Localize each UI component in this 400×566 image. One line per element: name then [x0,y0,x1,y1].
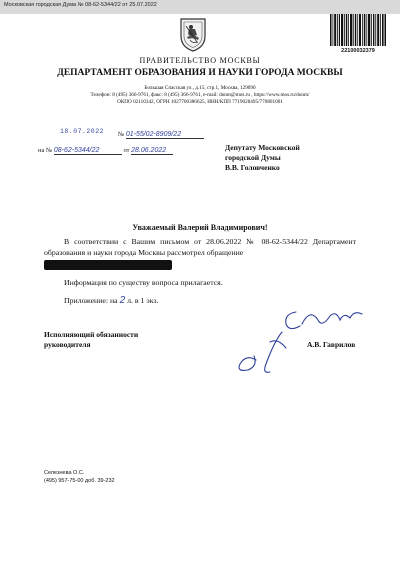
registration-stamp-date: 18.07.2022 [60,128,105,135]
executor-block [44,470,115,485]
outgoing-number-row [118,131,204,139]
greeting: Уважаемый Валерий Владимирович! [132,223,268,232]
redaction-bar [44,260,172,270]
registry-codes-line: ОКПО 02110342, ОГРН 1027700386625, ИНН/КПП 7719028495/770801001 [117,99,283,105]
government-name: ПРАВИТЕЛЬСТВО МОСКВЫ [139,56,261,65]
incoming-reference-date: 28.06.2022 [131,147,173,155]
address-line: Большая Спасская ул., д.15, стр.1, Москва, 129090 [144,85,256,91]
signatory-title-line: Исполняющий обязанности [44,330,139,339]
moscow-coat-of-arms-icon [178,16,208,52]
registry-header-bar [0,0,400,14]
department-name: ДЕПАРТАМЕНТ ОБРАЗОВАНИЯ И НАУКИ ГОРОДА МОСКВЫ [57,68,343,78]
signatory-title [44,330,138,350]
executor-name: Селезнева О.С. [44,470,85,476]
recipient-block [225,143,300,173]
attachment-pages: 2 [119,295,126,306]
outgoing-number-label: № [118,131,125,138]
contacts-line: Телефон: 8 (495) 366-9761, факс: 8 (495) 366-9761, e-mail: donm@mos.ru , https://www.mos.ru/donm/ [90,92,310,98]
outgoing-number-value: 01-55/02-8909/22 [126,131,204,139]
letter-paragraph: Информация по существу вопроса прилагается. [64,278,223,287]
incoming-reference-label: на № [38,147,53,154]
incoming-reference-number: 08-62-5344/22 [54,147,122,155]
attachment-suffix: л. в 1 экз. [127,296,159,305]
incoming-reference-from: от [123,147,130,154]
barcode-icon [330,14,386,46]
signatory-title-line: руководителя [44,340,91,349]
incoming-reference-row [38,147,173,155]
attachment-prefix: Приложение: на [64,296,118,305]
signatory-name: А.В. Гаврилов [307,340,356,349]
recipient-line: городской Думы [225,153,281,162]
letter-paragraph: В соответствии с Вашим письмом от 28.06.2022 № 08-62-5344/22 Департамент образования и науки города Москвы рассмотрел обращение [44,237,356,257]
recipient-line: Депутату Московской [225,143,300,152]
registry-header-text: Московская городская Дума № 08-62-5344/22 от 25.07.2022 [4,2,157,8]
recipient-name: В.В. Головченко [225,163,280,172]
barcode-number: 22100032379 [341,48,375,54]
executor-phone: (495) 957-75-00 доб. 39-232 [44,477,115,484]
